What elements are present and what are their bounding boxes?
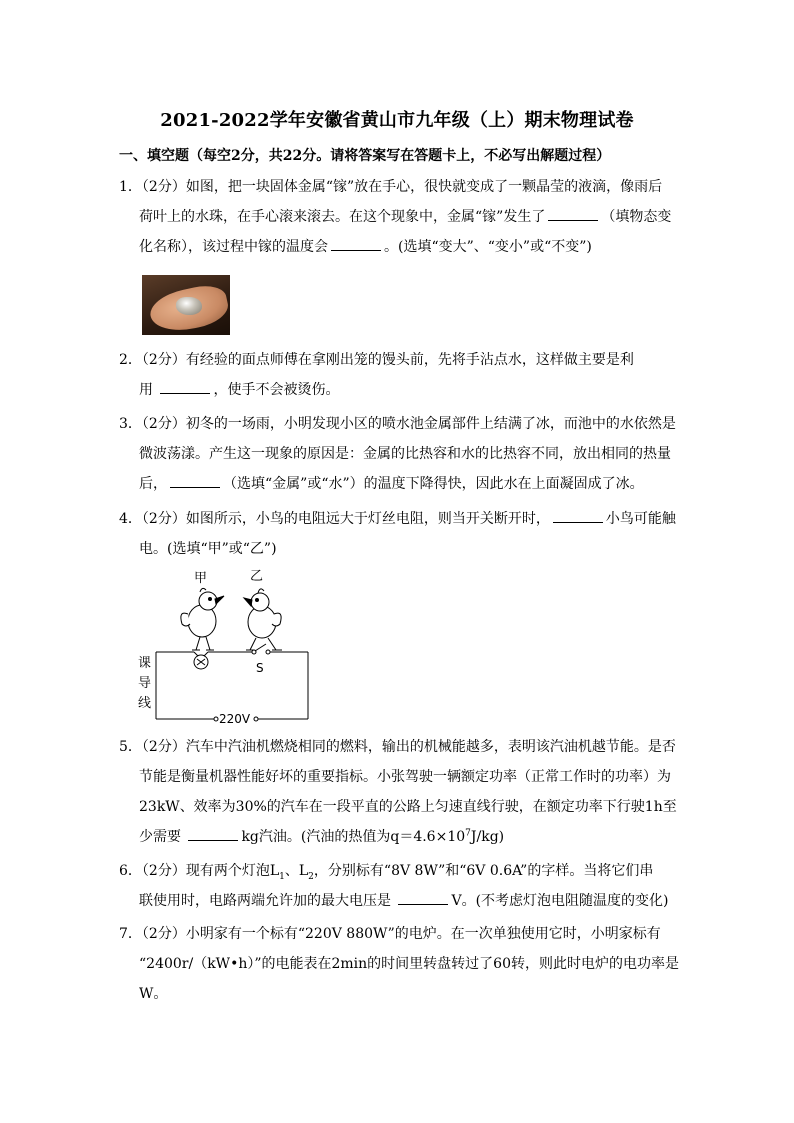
question-text: 如图所示，小鸟的电阻远大于灯丝电阻，则当开关断开时， bbox=[185, 511, 550, 527]
gallium-droplet bbox=[176, 297, 202, 315]
question-points: （2分） bbox=[141, 926, 186, 942]
question-points: （2分） bbox=[141, 739, 186, 755]
bird-yi-icon bbox=[244, 589, 282, 650]
question-text: 化名称），该过程中镓的温度会 bbox=[139, 239, 328, 255]
answer-blank[interactable] bbox=[170, 473, 220, 488]
question-points: （2分） bbox=[141, 863, 186, 879]
question-points: （2分） bbox=[141, 179, 186, 195]
question-text: 微波荡漾。产生这一现象的原因是：金属的比热容和水的比热容不同，放出相同的热量 bbox=[139, 446, 671, 462]
gallium-in-hand-photo bbox=[142, 275, 230, 335]
question-points: （2分） bbox=[141, 416, 186, 432]
answer-blank[interactable] bbox=[553, 508, 603, 523]
question-5 bbox=[119, 732, 681, 852]
question-number: 2． bbox=[119, 352, 142, 368]
question-text: 用 bbox=[139, 382, 158, 398]
answer-blank[interactable] bbox=[548, 206, 598, 221]
question-number: 4． bbox=[119, 511, 142, 527]
question-number: 5． bbox=[119, 739, 142, 755]
subscript: 1 bbox=[279, 871, 285, 882]
question-text: V。(不考虑灯泡电阻随温度的变化) bbox=[451, 893, 669, 909]
subscript: 2 bbox=[308, 871, 314, 882]
question-text: 节能是衡量机器性能好坏的重要指标。小张驾驶一辆额定功率（正常工作时的功率）为 bbox=[139, 769, 671, 785]
terminal-left bbox=[214, 717, 218, 721]
switch-icon bbox=[252, 644, 270, 654]
exponent: 7 bbox=[465, 828, 471, 839]
lamp-icon bbox=[194, 652, 208, 669]
question-2 bbox=[119, 345, 681, 405]
answer-blank[interactable] bbox=[188, 826, 238, 841]
question-text: 、L bbox=[284, 863, 309, 879]
question-text: 初冬的一场雨，小明发现小区的喷水池金属部件上结满了冰，而池中的水依然是 bbox=[185, 416, 676, 432]
question-text: 有经验的面点师傅在拿刚出笼的馒头前，先将手沾点水，这样做主要是利 bbox=[185, 352, 634, 368]
question-text: “2400r/（kW•h）”的电能表在2min的时间里转盘转过了60转，则此时电炉的电功率是 bbox=[139, 956, 679, 972]
circuit-wires bbox=[156, 652, 308, 719]
switch-label: S bbox=[256, 661, 264, 675]
question-text: W。 bbox=[139, 986, 168, 1002]
question-text: （选填“金属”或“水”）的温度下降得快，因此水在上面凝固成了冰。 bbox=[223, 476, 644, 492]
question-text: J/kg) bbox=[470, 829, 505, 845]
question-number: 6． bbox=[119, 863, 142, 879]
wire-label: 课 bbox=[138, 656, 152, 671]
question-text: 少需要 bbox=[139, 829, 186, 845]
question-3 bbox=[119, 409, 681, 499]
page-title: 2021-2022学年安徽省黄山市九年级（上）期末物理试卷 bbox=[160, 110, 634, 131]
bird-jia-icon bbox=[181, 588, 224, 650]
question-text: kg汽油。(汽油的热值为q＝4.6×10 bbox=[241, 829, 466, 845]
answer-blank[interactable] bbox=[398, 890, 448, 905]
question-text: 电。(选填“甲”或“乙”) bbox=[139, 541, 277, 557]
bird-label-jia: 甲 bbox=[194, 571, 208, 586]
question-text: 。(选填“变大”、“变小”或“不变”) bbox=[384, 239, 592, 255]
question-text: 小明家有一个标有“220V 880W”的电炉。在一次单独使用它时，小明家标有 bbox=[185, 926, 661, 942]
question-number: 3． bbox=[119, 416, 142, 432]
answer-blank[interactable] bbox=[160, 379, 210, 394]
section-heading: 一、填空题（每空2分，共22分。请将答案写在答题卡上，不必写出解题过程） bbox=[119, 148, 611, 164]
question-text: 23kW、效率为30%的汽车在一段平直的公路上匀速直线行驶，在额定功率下行驶1h至 bbox=[139, 799, 677, 815]
question-number: 1． bbox=[119, 179, 142, 195]
question-text: （填物态变 bbox=[601, 209, 672, 225]
bird-circuit-diagram bbox=[136, 566, 316, 726]
voltage-label: 220V bbox=[219, 712, 251, 726]
answer-blank[interactable] bbox=[331, 236, 381, 251]
question-text: ，分别标有“8V 8W”和“6V 0.6A”的字样。当将它们串 bbox=[313, 863, 654, 879]
question-text: 现有两个灯泡L bbox=[185, 863, 280, 879]
question-text: 如图，把一块固体金属“镓”放在手心，很快就变成了一颗晶莹的液滴，像雨后 bbox=[185, 179, 663, 195]
question-text: 汽车中汽油机燃烧相同的燃料，输出的机械能越多，表明该汽油机越节能。是否 bbox=[185, 739, 676, 755]
question-points: （2分） bbox=[141, 352, 186, 368]
question-text: 小鸟可能触 bbox=[605, 511, 676, 527]
wire-label: 导 bbox=[138, 676, 152, 691]
question-4 bbox=[119, 504, 681, 564]
question-number: 7． bbox=[119, 926, 142, 942]
question-points: （2分） bbox=[141, 511, 186, 527]
question-text: 荷叶上的水珠，在手心滚来滚去。在这个现象中，金属“镓”发生了 bbox=[139, 209, 546, 225]
question-6 bbox=[119, 856, 681, 916]
question-text: 联使用时，电路两端允许加的最大电压是 bbox=[139, 893, 396, 909]
question-1 bbox=[119, 172, 681, 262]
question-text: ，使手不会被烫伤。 bbox=[213, 382, 340, 398]
terminal-right bbox=[254, 717, 258, 721]
bird-label-yi: 乙 bbox=[250, 569, 264, 584]
wire-label: 线 bbox=[138, 696, 152, 711]
question-7 bbox=[119, 919, 681, 1009]
question-text: 后， bbox=[139, 476, 167, 492]
